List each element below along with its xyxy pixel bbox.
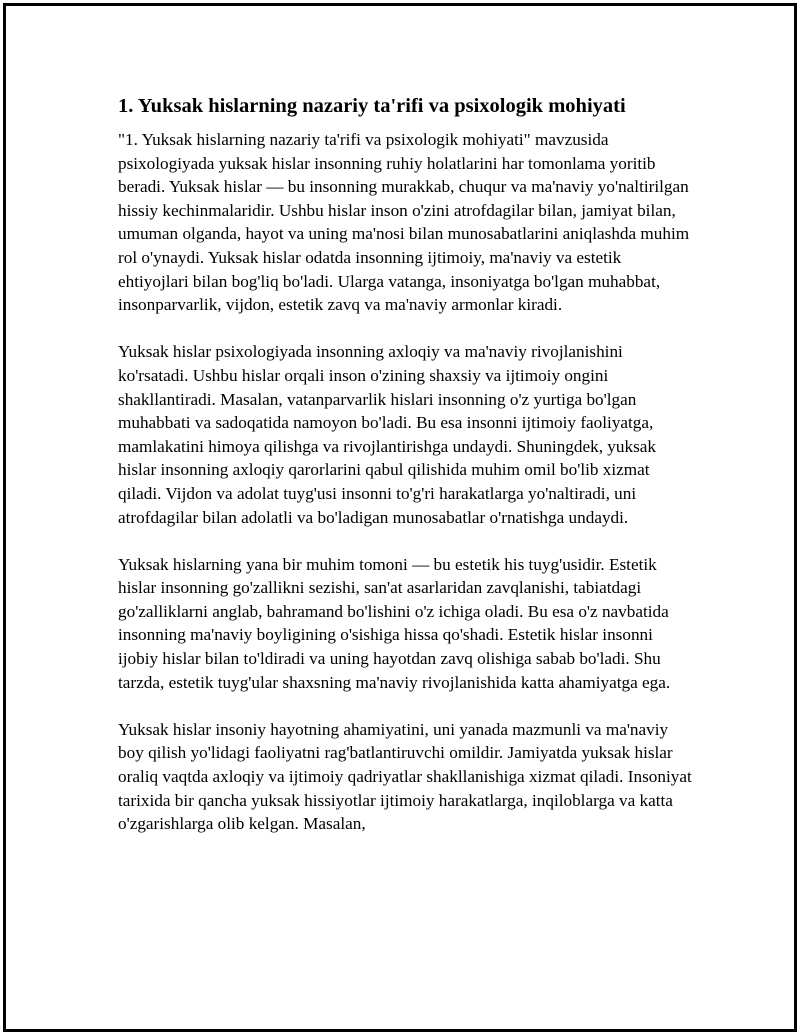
- paragraph-3: Yuksak hislarning yana bir muhim tomoni — bu estetik his tuyg'usidir. Estetik hislar insonning go'zallikni sezishi, san'at asarlaridan zavqlanishi, tabiatdagi go'zalliklarni anglab, bahramand bo'lishini o'z ichiga oladi. Bu esa o'z navbatida insonning ma'naviy boyligining o'sishiga hissa qo'shadi. Estetik hislar insonni ijobiy hislar bilan to'ldiradi va uning hayotdan zavq olishiga sabab bo'ladi. Shu tarzda, estetik tuyg'ular shaxsning ma'naviy rivojlanishida katta ahamiyatga ega.: [118, 554, 671, 692]
- paragraph-2: Yuksak hislar psixologiyada insonning axloqiy va ma'naviy rivojlanishini ko'rsatadi. Ushbu hislar orqali inson o'zining shaxsiy va ijtimoiy ongini shakllantiradi. Masalan, vatanparvarlik hislari insonning o'z yurtiga bo'lgan muhabbati va sadoqatida namoyon bo'ladi. Bu esa insonni ijtimoiy faoliyatga, mamlakatini himoya qilishga va rivojlantirishga undaydi. Shuningdek, yuksak hislar insonning axloqiy qarorlarini qabul qilishida muhim omil bo'lib xizmat qiladi. Vijdon va adolat tuyg'usi insonni to'g'ri harakatlarga yo'naltiradi, uni atrofdagilar bilan adolatli va bo'ladigan munosabatlar o'rnatishga undaydi.: [118, 342, 656, 527]
- document-heading: 1. Yuksak hislarning nazariy ta'rifi va psixologik mohiyati: [118, 95, 626, 117]
- paragraph-4: Yuksak hislar insoniy hayotning ahamiyatini, uni yanada mazmunli va ma'naviy boy qilish yo'lidagi faoliyatni rag'batlantiruvchi omildir. Jamiyatda yuksak hislar oraliq vaqtda axloqiy va ijtimoiy qadriyatlar shakllanishiga xizmat qiladi. Insoniyat tarixida bir qancha yuksak hissiyotlar ijtimoiy harakatlarga, inqiloblarga va katta o'zgarishlarga olib kelgan. Masalan,: [118, 719, 692, 834]
- document-body: [118, 92, 692, 836]
- paragraph-1: "1. Yuksak hislarning nazariy ta'rifi va psixologik mohiyati" mavzusida psixologiyada yuksak hislar insonning ruhiy holatlarini har tomonlama yoritib beradi. Yuksak hislar — bu insonning murakkab, chuqur va ma'naviy yo'naltirilgan hissiy kechinmalaridir. Ushbu hislar inson o'zini atrofdagilar bilan, jamiyat bilan, umuman olganda, hayot va uning ma'nosi bilan munosabatlarini aniqlashda muhim rol o'ynaydi. Yuksak hislar odatda insonning ijtimoiy, ma'naviy va estetik ehtiyojlari bilan bog'liq bo'ladi. Ularga vatanga, insoniyatga bo'lgan muhabbat, insonparvarlik, vijdon, estetik zavq va ma'naviy armonlar kiradi.: [118, 130, 690, 315]
